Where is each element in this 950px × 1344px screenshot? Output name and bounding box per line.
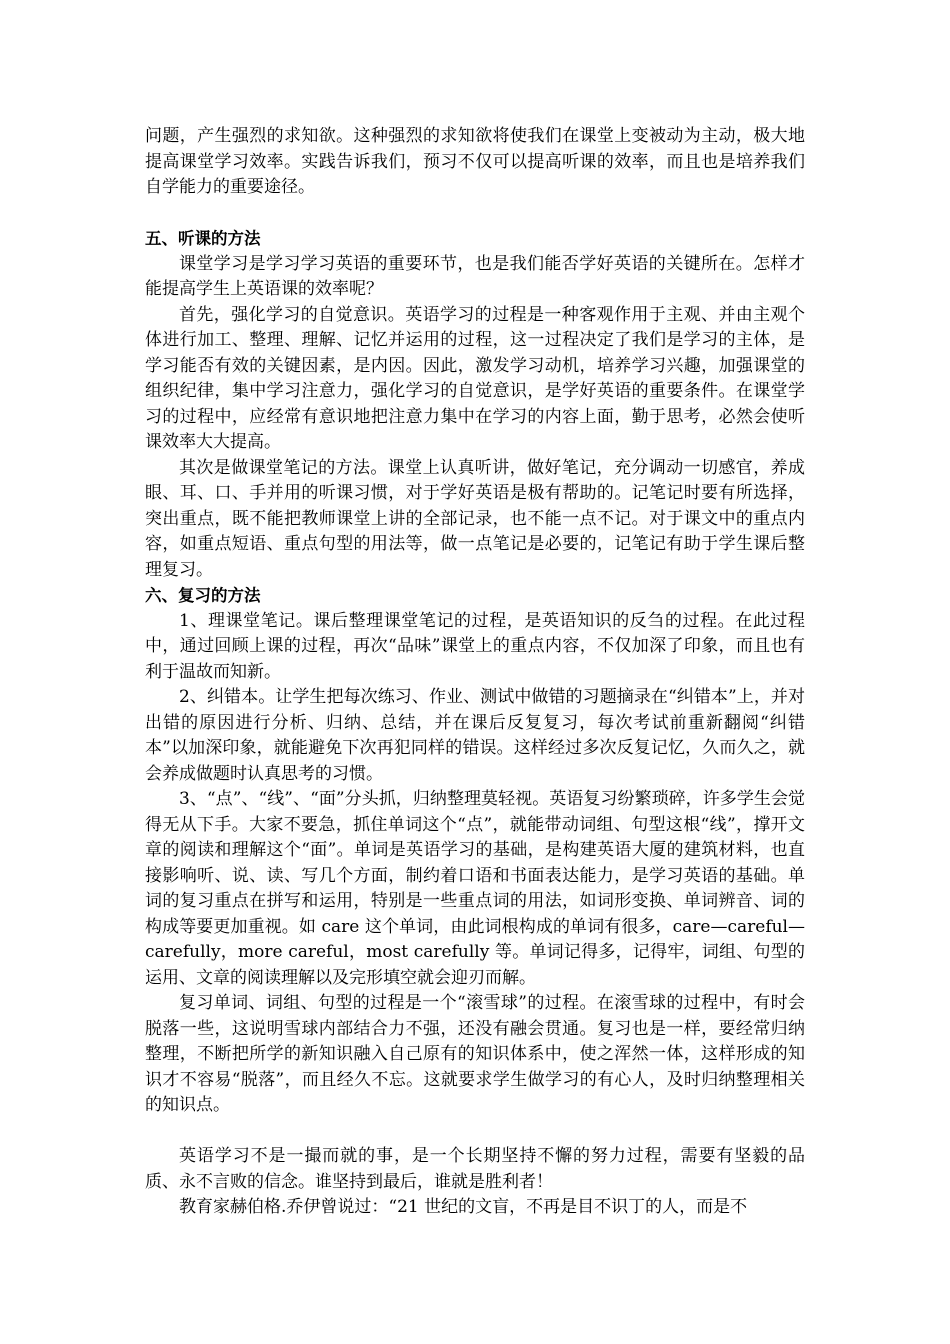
paragraph-listening-intro: 课堂学习是学习学习英语的重要环节，也是我们能否学好英语的关键所在。怎样才能提高学生上英语课的效率呢？	[145, 253, 805, 299]
paragraph-review-3: 3、“点”、“线”、“面”分头抓，归纳整理莫轻视。英语复习纷繁琐碎，许多学生会觉得无从下手。大家不要急，抓住单词这个“点”，就能带动词组、句型这根“线”，撑开文章的阅读和理解这个“面”。单词是英语学习的基础，是构建英语大厦的建筑材料，也直接影响听、说、读、写几个方面，制约着口语和书面表达能力，是学习英语的基础。单词的复习重点在拼写和运用，特别是一些重点词的用法，如词形变换、单词辨音、词的构成等要更加重视。如 care 这个单词，由此词根构成的单词有很多，care—careful—carefully，more careful，most carefully 等。单词记得多，记得牢，词组、句型的运用、文章的阅读理解以及完形填空就会迎刃而解。	[145, 789, 805, 988]
paragraph-preview-conclusion: 问题，产生强烈的求知欲。这种强烈的求知欲将使我们在课堂上变被动为主动，极大地提高课堂学习效率。实践告诉我们，预习不仅可以提高听课的效率，而且也是培养我们自学能力的重要途径。	[145, 126, 805, 197]
paragraph-listening-first: 首先，强化学习的自觉意识。英语学习的过程是一种客观作用于主观、并由主观个体进行加工、整理、理解、记忆并运用的过程，这一过程决定了我们是学习的主体，是学习能否有效的关键因素，是内因。因此，激发学习动机，培养学习兴趣，加强课堂的组织纪律，集中学习注意力，强化学习的自觉意识，是学好英语的重要条件。在课堂学习的过程中，应经常有意识地把注意力集中在学习的内容上面，勤于思考，必然会使听课效率大大提高。	[145, 304, 805, 452]
paragraph-review-2: 2、纠错本。让学生把每次练习、作业、测试中做错的习题摘录在“纠错本”上，并对出错的原因进行分析、归纳、总结，并在课后反复复习，每次考试前重新翻阅“纠错本”以加深印象，就能避免下次再犯同样的错误。这样经过多次反复记忆，久而久之，就会养成做题时认真思考的习惯。	[145, 687, 805, 784]
paragraph-review-snowball: 复习单词、词组、句型的过程是一个“滚雪球”的过程。在滚雪球的过程中，有时会脱落一些，这说明雪球内部结合力不强，还没有融会贯通。复习也是一样，要经常归纳整理，不断把所学的新知识融入自己原有的知识体系中，使之浑然一体，这样形成的知识才不容易“脱落”，而且经久不忘。这就要求学生做学习的有心人，及时归纳整理相关的知识点。	[145, 993, 805, 1115]
section-heading-review: 六、复习的方法	[145, 586, 261, 605]
document-page	[145, 124, 805, 1221]
paragraph-quote: 教育家赫伯格.乔伊曾说过：“21 世纪的文盲，不再是目不识丁的人，而是不	[179, 1197, 748, 1217]
section-heading-listening: 五、听课的方法	[145, 229, 261, 248]
spacer	[145, 1119, 805, 1145]
paragraph-review-1: 1、理课堂笔记。课后整理课堂笔记的过程，是英语知识的反刍的过程。在此过程中，通过回顾上课的过程，再次“品味”课堂上的重点内容，不仅加深了印象，而且也有利于温故而知新。	[145, 610, 805, 682]
paragraph-perseverance: 英语学习不是一撮而就的事，是一个长期坚持不懈的努力过程，需要有坚毅的品质、永不言败的信念。谁坚持到最后，谁就是胜利者！	[145, 1146, 805, 1192]
spacer	[145, 201, 805, 227]
paragraph-listening-notes: 其次是做课堂笔记的方法。课堂上认真听讲，做好笔记，充分调动一切感官，养成眼、耳、口、手并用的听课习惯，对于学好英语是极有帮助的。记笔记时要有所选择，突出重点，既不能把教师课堂上讲的全部记录，也不能一点不记。对于课文中的重点内容，如重点短语、重点句型的用法等，做一点笔记是必要的，记笔记有助于学生课后整理复习。	[145, 457, 805, 580]
